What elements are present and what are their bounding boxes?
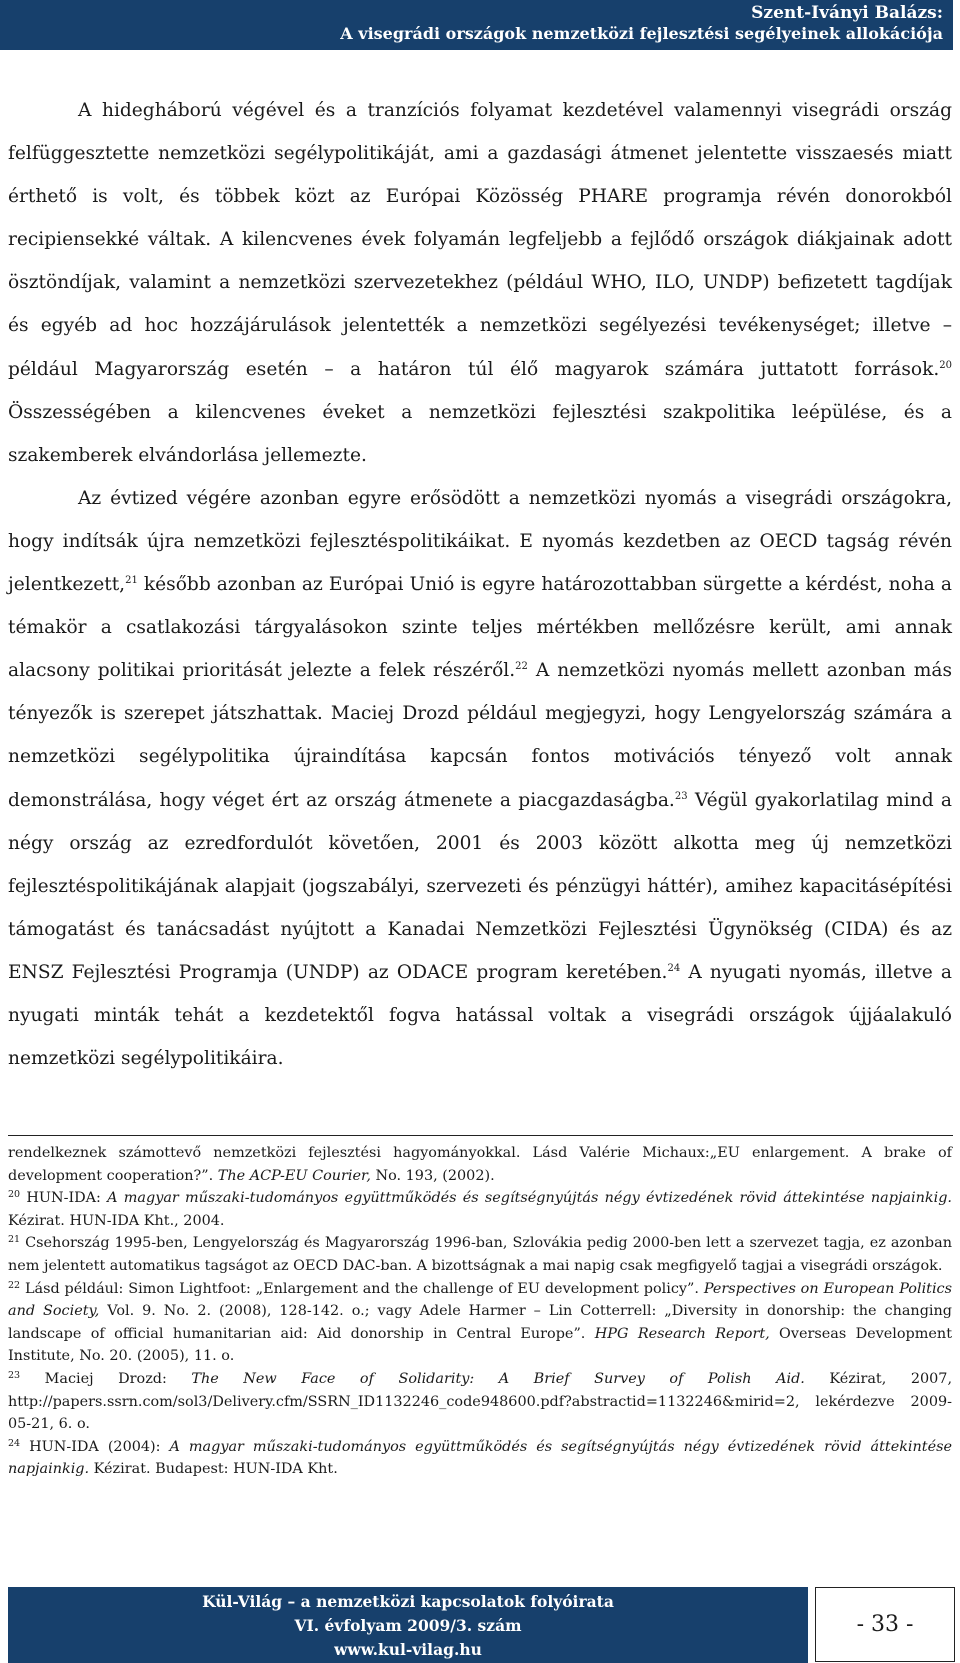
fn24-text-a: HUN-IDA (2004): (20, 1438, 170, 1455)
journal-url[interactable]: www.kul-vilag.hu (334, 1640, 482, 1659)
p2-text-a: Az évtized végére azonban egyre erősödött a nemzetközi nyomás a visegrádi országokra, hogy indítsák újra nemzetközi fejlesztéspolitikáikat. E nyomás kezdetben az OECD tagság révén jelentkezett, (8, 487, 952, 596)
journal-issue: VI. évfolyam 2009/3. szám (294, 1616, 522, 1635)
fn-cont-text-b: No. 193, (2002). (370, 1167, 495, 1184)
fn24-text-b: Kézirat. Budapest: HUN-IDA Kht. (89, 1461, 338, 1478)
footnotes (8, 1142, 952, 1481)
fn21-text: Csehország 1995-ben, Lengyelország és Magyarország 1996-ban, Szlovákia pedig 2000-ben lett a szervezet tagja, ez azonban nem jelentett automatikus tagságot az OECD DAC-ban. A bizottságnak a mai napig csak megfigyelő tagjai a visegrádi országok. (8, 1235, 952, 1274)
footnote-21 (8, 1232, 952, 1277)
fn20-italic: A magyar műszaki-tudományos együttműködés és segítségnyújtás négy évtizedének rövid áttekintése napjainkig. (107, 1190, 952, 1207)
fn22-text-a: Lásd például: Simon Lightfoot: „Enlargement and the challenge of EU development policy”. (20, 1280, 704, 1297)
footnote-number: 20 (8, 1189, 21, 1201)
header-title: A visegrádi országok nemzetközi fejlesztési segélyeinek allokációja (340, 24, 943, 43)
p1-text-b: Összességében a kilencvenes éveket a nemzetközi fejlesztési szakpolitika leépülése, és a szakemberek elvándorlása jellemezte. (8, 401, 952, 466)
footnote-ref-20[interactable]: 20 (939, 359, 952, 371)
footnote-continued (8, 1142, 952, 1187)
journal-name: Kül-Világ – a nemzetközi kapcsolatok folyóirata (202, 1592, 614, 1611)
running-header (0, 0, 953, 50)
header-author: Szent-Iványi Balázs: (751, 3, 943, 23)
footnote-ref-24[interactable]: 24 (667, 962, 681, 974)
fn20-text-a: HUN-IDA: (20, 1190, 108, 1207)
fn23-text-b: Kézirat, 2007, http://papers.ssrn.com/sol3/Delivery.cfm/SSRN_ID1132246_code948600.pdf?abstractid=1132246&mirid=2, lekérdezve 2009-05-21, 6. o. (8, 1370, 953, 1433)
footnote-20 (8, 1187, 952, 1232)
footnote-separator (8, 1135, 953, 1136)
footnote-number: 23 (8, 1369, 21, 1381)
p2-text-c: A nemzetközi nyomás mellett azonban más tényezők is szerepet játszhattak. Maciej Drozd például megjegyzi, hogy Lengyelország számára a nemzetközi segélypolitika újraindítása kapcsán fontos motivációs tényező volt annak demonstrálása, hogy véget ért az ország átmenete a piacgazdaságba. (8, 660, 952, 811)
fn24-italic: A magyar műszaki-tudományos együttműködés és segítségnyújtás négy évtizedének rövid áttekintése napjainkig. (8, 1438, 952, 1478)
fn-cont-text-a: rendelkeznek számottevő nemzetközi fejlesztési hagyományokkal. Lásd Valérie Michaux:„EU enlargement. A brake of development cooperation?”. (8, 1145, 952, 1184)
footnote-22 (8, 1278, 952, 1368)
footnote-number: 22 (8, 1279, 21, 1291)
footnote-ref-21[interactable]: 21 (125, 575, 138, 587)
page-number: - 33 - (815, 1587, 955, 1662)
fn22-text-b: Vol. 9. No. 2. (2008), 128-142. o.; vagy Adele Harmer – Lin Cotterrell: „Diversity in donorship: the changing landscape of official humanitarian aid: Aid donorship in Central Europe”. (8, 1303, 952, 1342)
paragraph-1 (8, 89, 952, 477)
footnote-ref-23[interactable]: 23 (674, 790, 688, 802)
p2-text-e: A nyugati nyomás, illetve a nyugati minták tehát a kezdetektől fogva hatással voltak a visegrádi országok újjáalakuló nemzetközi segélypolitikáira. (8, 961, 952, 1070)
fn20-text-b: Kézirat. HUN-IDA Kht., 2004. (8, 1212, 225, 1229)
page-footer (0, 1587, 960, 1663)
footnote-number: 21 (8, 1234, 21, 1246)
fn23-text-a: Maciej Drozd: (20, 1370, 192, 1387)
fn-cont-italic: The ACP-EU Courier, (217, 1167, 371, 1184)
fn22-italic-1: Perspectives on European Politics and Society, (8, 1280, 952, 1320)
fn22-italic-2: HPG Research Report, (594, 1325, 770, 1342)
p1-text-a: A hidegháború végével és a tranzíciós folyamat kezdetével valamennyi visegrádi ország felfüggesztette nemzetközi segélypolitikáját, ami a gazdasági átmenet jelentette visszaesés miatt érthető is volt, és többek közt az Európai Közösség PHARE programja révén donorokból recipiensekké váltak. A kilencvenes évek folyamán legfeljebb a fejlődő országok diákjainak adott ösztöndíjak, valamint a nemzetközi szervezetekhez (például WHO, ILO, UNDP) befizetett tagdíjak és egyéb ad hoc hozzájárulások jelentették a nemzetközi segélyezési tevékenységet; illetve – például Magyarország esetén – a határon túl élő magyarok számára juttatott források. (8, 100, 952, 380)
paragraph-2 (8, 477, 952, 1080)
footnote-number: 24 (8, 1437, 21, 1449)
footnote-ref-22[interactable]: 22 (515, 661, 528, 673)
journal-band (8, 1587, 808, 1663)
body-text (8, 89, 952, 1080)
p2-text-d: Végül gyakorlatilag mind a négy ország az ezredfordulót követően, 2001 és 2003 között alkotta meg új nemzetközi fejlesztéspolitikájának alapjait (jogszabályi, szervezeti és pénzügyi háttér), amihez kapacitásépítési támogatást és tanácsadást nyújtott a Kanadai Nemzetközi Fejlesztési Ügynökség (CIDA) és az ENSZ Fejlesztési Programja (UNDP) az ODACE program keretében. (8, 789, 952, 983)
footnote-23 (8, 1368, 952, 1436)
footnote-24 (8, 1436, 952, 1481)
fn23-italic: The New Face of Solidarity: A Brief Survey of Polish Aid. (191, 1370, 805, 1387)
fn22-text-c: Overseas Development Institute, No. 20. (2005), 11. o. (8, 1325, 952, 1365)
p2-text-b: később azonban az Európai Unió is egyre határozottabban sürgette a kérdést, noha a témakör a csatlakozási tárgyalásokon szinte teljes mértékben mellőzésre került, ami annak alacsony politikai prioritását jelezte a felek részéről. (8, 574, 952, 682)
